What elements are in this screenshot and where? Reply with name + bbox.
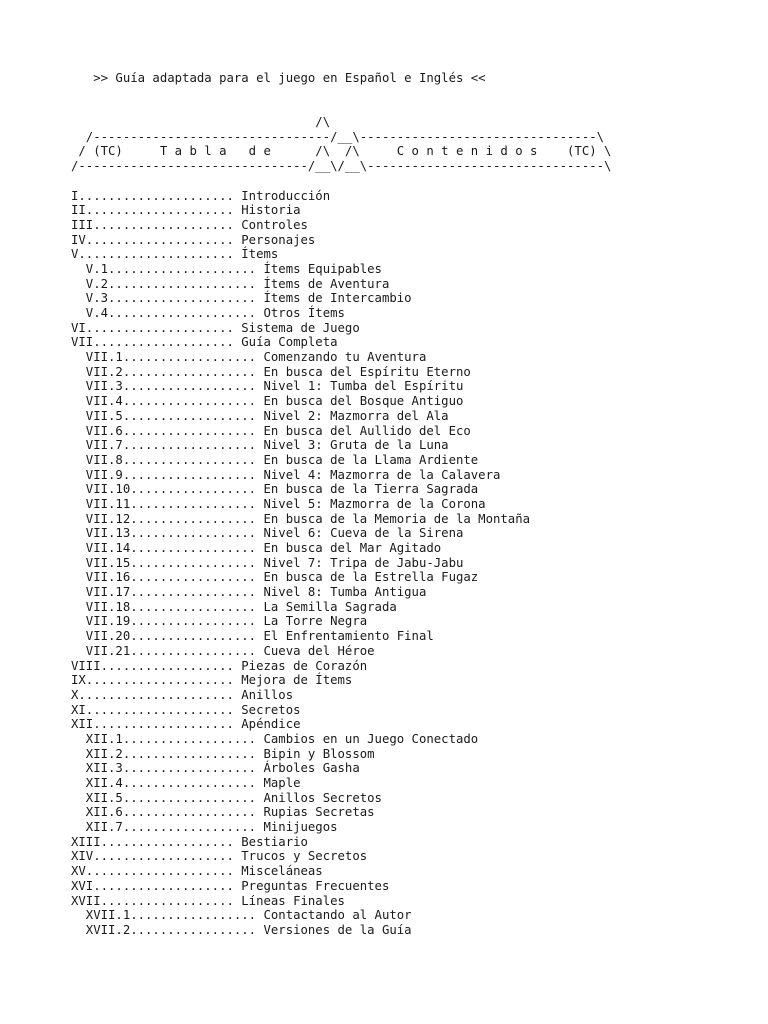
toc-entry-line: V.3.................... Ítems de Intercambio xyxy=(71,291,412,306)
toc-entry-line: VII................... Guía Completa xyxy=(71,335,338,350)
toc-entry-line: VII.10................. En busca de la Tierra Sagrada xyxy=(71,482,479,497)
toc-entry-line: VII.21................. Cueva del Héroe xyxy=(71,643,375,658)
toc-entry-line: VII.4.................. En busca del Bosque Antiguo xyxy=(71,394,464,409)
toc-entry-line: VI.................... Sistema de Juego xyxy=(71,320,360,335)
toc-entry-line: XII.6.................. Rupias Secretas xyxy=(71,805,375,820)
toc-entry-line: XII.4.................. Maple xyxy=(71,776,301,790)
toc-entry-line: V.4.................... Otros Ítems xyxy=(71,306,345,320)
title-banner-line: / (TC) T a b l a d e /\ /\ C o n t e n i d o s (TC) \ xyxy=(71,144,612,159)
toc-entry-line: VII.16................. En busca de la Estrella Fugaz xyxy=(71,570,479,585)
toc-entry-line: III................... Controles xyxy=(71,217,308,232)
toc-entry-line: XVII.1................. Contactando al Autor xyxy=(71,908,412,923)
toc-entry-line: XV.................... Misceláneas xyxy=(71,864,323,879)
toc-entry-line: VII.7.................. Nivel 3: Gruta de la Luna xyxy=(71,438,449,453)
toc-entry-line: IV.................... Personajes xyxy=(71,232,316,247)
toc-entry-line: VII.19................. La Torre Negra xyxy=(71,614,368,629)
toc-entry-line xyxy=(71,174,611,189)
title-banner-line: /--------------------------------/__\--------------------------------\ xyxy=(71,129,605,144)
table-of-contents-document xyxy=(71,71,611,938)
title-banner-line: /-------------------------------/__\/__\--------------------------------\ xyxy=(71,159,612,174)
toc-entry-line: XII.5.................. Anillos Secretos xyxy=(71,790,382,805)
toc-entry-line: VII.3.................. Nivel 1: Tumba del Espíritu xyxy=(71,379,464,394)
toc-entry-line: XIII.................. Bestiario xyxy=(71,834,308,849)
toc-entry-line: VII.12................. En busca de la Memoria de la Montaña xyxy=(71,511,531,526)
toc-entry-line: XIV................... Trucos y Secretos xyxy=(71,849,368,864)
toc-entry-line: XII.1.................. Cambios en un Juego Conectado xyxy=(71,731,479,746)
toc-entry-line: XVII.................. Líneas Finales xyxy=(71,893,345,908)
toc-entry-line: IX.................... Mejora de Ítems xyxy=(71,673,353,688)
toc-entry-line: XII................... Apéndice xyxy=(71,717,301,732)
toc-entry-line xyxy=(71,86,611,101)
toc-entry-line: VII.8.................. En busca de la Llama Ardiente xyxy=(71,452,479,467)
toc-entry-line: VII.6.................. En busca del Aullido del Eco xyxy=(71,423,471,438)
toc-entry-line: VIII.................. Piezas de Corazón xyxy=(71,658,368,673)
toc-entry-line: V..................... Ítems xyxy=(71,247,279,262)
toc-entry-line xyxy=(71,100,611,115)
toc-entry-line: VII.20................. El Enfrentamiento Final xyxy=(71,629,434,644)
toc-entry-line: XII.7.................. Minijuegos xyxy=(71,820,338,835)
toc-entry-line: V.1.................... Ítems Equipables xyxy=(71,261,382,276)
toc-entry-line: VII.1.................. Comenzando tu Aventura xyxy=(71,350,427,365)
toc-entry-line: VII.14................. En busca del Mar Agitado xyxy=(71,541,442,555)
toc-entry-line: II.................... Historia xyxy=(71,203,301,218)
title-banner-line: /\ xyxy=(71,115,331,130)
toc-entry-line: I..................... Introducción xyxy=(71,188,331,203)
toc-entry-line: V.2.................... Ítems de Aventura xyxy=(71,276,390,291)
toc-entry-line: XI.................... Secretos xyxy=(71,702,301,717)
toc-entry-line: XVI................... Preguntas Frecuentes xyxy=(71,878,390,893)
toc-entry-line: VII.15................. Nivel 7: Tripa de Jabu-Jabu xyxy=(71,555,464,570)
toc-entry-line: VII.9.................. Nivel 4: Mazmorra de la Calavera xyxy=(71,467,501,482)
document-header-line: >> Guía adaptada para el juego en Español e Inglés << xyxy=(71,71,486,85)
toc-entry-line: VII.5.................. Nivel 2: Mazmorra del Ala xyxy=(71,408,449,423)
toc-entry-line: XVII.2................. Versiones de la Guía xyxy=(71,922,412,937)
toc-entry-line: XII.2.................. Bipin y Blossom xyxy=(71,746,375,761)
toc-entry-line: VII.17................. Nivel 8: Tumba Antigua xyxy=(71,585,427,600)
toc-entry-line: X..................... Anillos xyxy=(71,687,294,702)
toc-entry-line: VII.13................. Nivel 6: Cueva de la Sirena xyxy=(71,526,464,541)
toc-entry-line: XII.3.................. Árboles Gasha xyxy=(71,761,360,776)
toc-entry-line: VII.2.................. En busca del Espíritu Eterno xyxy=(71,364,471,379)
toc-entry-line: VII.11................. Nivel 5: Mazmorra de la Corona xyxy=(71,496,486,511)
toc-entry-line: VII.18................. La Semilla Sagrada xyxy=(71,599,397,614)
